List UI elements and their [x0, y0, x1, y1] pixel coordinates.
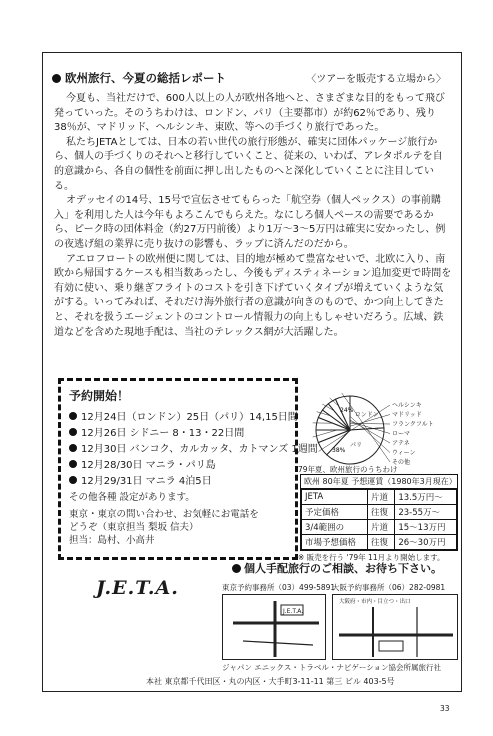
page-number: 33: [440, 704, 450, 713]
tokyo-office: 東京予約事務所（03）499-5891: [222, 583, 336, 592]
pie-slice-label: アテネ: [392, 440, 410, 447]
bullet-icon: [69, 412, 77, 420]
bullet-icon: [69, 428, 77, 436]
footer-address: 本社 東京都千代田区・丸の内区・大手町3-11-11 第三 ビル 403-5号: [146, 677, 395, 686]
price-table-grid: [301, 489, 457, 550]
pie-slice-label: ウィーン: [392, 449, 416, 457]
article-body: [54, 92, 452, 340]
table-row: 予定価格 往復 23-55万〜: [302, 505, 457, 520]
pie-slice-label: ヘルシンキ: [392, 402, 422, 409]
paragraph-2: 私たちJETAとしては、日本の若い世代の旅行形態が、確実に団体パッケージ旅行から、個人の手づくりのそれへと移行していくこと、従来の、いわば、アレタポルテを自的意識から、各自の個性を前面に押し出したものへと深化していくことに注目している。: [54, 136, 443, 192]
schedule-note: その他各種 設定があります。: [69, 492, 195, 503]
table-row: JETA 片道 13.5万円〜: [302, 490, 457, 505]
schedule-item: 12月30日 バンコク、カルカッタ、カトマンズ 1週間: [69, 440, 287, 456]
footer-association: ジャパン エニックス・トラベル・ナビゲーション協会所属旅行社: [222, 663, 442, 672]
offer-headline: 個人手配旅行のご相談、お待ち下さい。: [232, 560, 458, 576]
pie-chart-caption: 79年夏、欧州旅行のうちわけ: [298, 465, 398, 474]
pie-slice-label: パリ: [350, 441, 363, 449]
tokyo-map-drawing: [223, 595, 327, 661]
pie-pct-label: 38%: [332, 447, 346, 454]
price-table-header: 欧州 80年夏 予想運賃（1980年3月現在）: [301, 475, 457, 489]
bullet-icon: [52, 74, 61, 83]
price-table: [300, 474, 458, 551]
schedule-item: 12月24日（ロンドン）25日（パリ）14,15日間: [69, 408, 287, 424]
pie-slice-label: マドリッド: [392, 411, 422, 419]
osaka-map-label: 大阪府・市内・目立つ・出口: [339, 599, 411, 605]
headline-subtitle: 〈ツアーを販売する立場から〉: [306, 74, 446, 85]
jeta-logo: J.E.T.A.: [96, 577, 179, 599]
table-row: 3/4範囲の 片道 15〜13万円: [302, 520, 457, 535]
schedule-item: 12月26日 シドニー 8・13・22日間: [69, 424, 287, 440]
pie-slice-label: ロンドン: [354, 411, 379, 419]
paragraph-3: オデッセイの14号、15号で宣伝させてもらった「航空券（個人ペックス）の事前購入」を利用した人は今年もよろこんでもらえた。なにしろ個人ペースの需要であるから、ピーク時の団体料金（約27万円前後）より1万〜3〜5万円は確実に安かったし、例の夜逃げ組の業界に売り抜けの影響も、ラッブに済んだのだから。: [54, 195, 446, 250]
pie-slice-label: ローマ: [392, 430, 411, 438]
pie-pct-label: 24%: [340, 407, 354, 414]
price-table-footnote: ※ 販売を行う '79年 11月より開始します。: [298, 553, 445, 562]
osaka-map-drawing: [333, 595, 459, 661]
schedule-title: 予約開始！: [69, 389, 130, 403]
paragraph-4: アエロフロートの欧州便に関しては、目的地が極めて豊富なせいで、北欧に入り、南欧から帰国するケースも相当数あったし、今後もディスティネーション追加変更で時間を有効に使い、乗り継ぎフライトのコストを引き下げていくタイプが増えていくような気がする。いってみれば、それだけ海外旅行者の意識が向きのもので、かつ向上してきたと、それを扱うエージェントのコントロール情報力の向上もしゃせいだろう。広域、鉄道などを含めた現地手配は、当社のテレックス網が大活躍した。: [54, 253, 452, 338]
schedule-item: 12月29/31日 マニラ 4泊5日: [69, 472, 287, 488]
tokyo-map-label: J.E.T.A.: [283, 608, 304, 615]
pie-chart-svg: [308, 378, 458, 478]
article-headline: [52, 70, 452, 88]
osaka-office: 大阪予約事務所（06）282-0981: [332, 583, 446, 592]
schedule-box: [58, 378, 318, 560]
schedule-contact: 東京・東京の問い合わせ、お気軽にお電話を どうぞ（東京担当 梨坂 信夫） 担当：島村、小高井: [69, 509, 259, 546]
osaka-map: [332, 594, 458, 660]
table-row: 市場予想価格 往復 26〜30万円: [302, 535, 457, 550]
destination-pie-chart: [308, 378, 458, 478]
pie-slice-label: フランクフルト: [392, 421, 434, 428]
bullet-icon: [69, 476, 77, 484]
bullet-icon: [232, 564, 241, 573]
paragraph-1: 今夏も、当社だけで、600人以上の人が欧州各地へと、さまざまな目的をもって飛び発っていった。そのうちわけは、ロンドン、パリ（主要都市）が約62％であり、残り38％が、マドリッド、ヘルシンキ、東欧、等への手づくり旅行であった。: [54, 93, 445, 134]
tokyo-map: [222, 594, 326, 660]
schedule-item: 12月28/30日 マニラ・パリ島: [69, 456, 287, 472]
pie-slice-label: その他: [392, 459, 411, 466]
bullet-icon: [69, 460, 77, 468]
bullet-icon: [69, 444, 77, 452]
headline-title: 欧州旅行、今夏の総括レポート: [65, 71, 226, 85]
